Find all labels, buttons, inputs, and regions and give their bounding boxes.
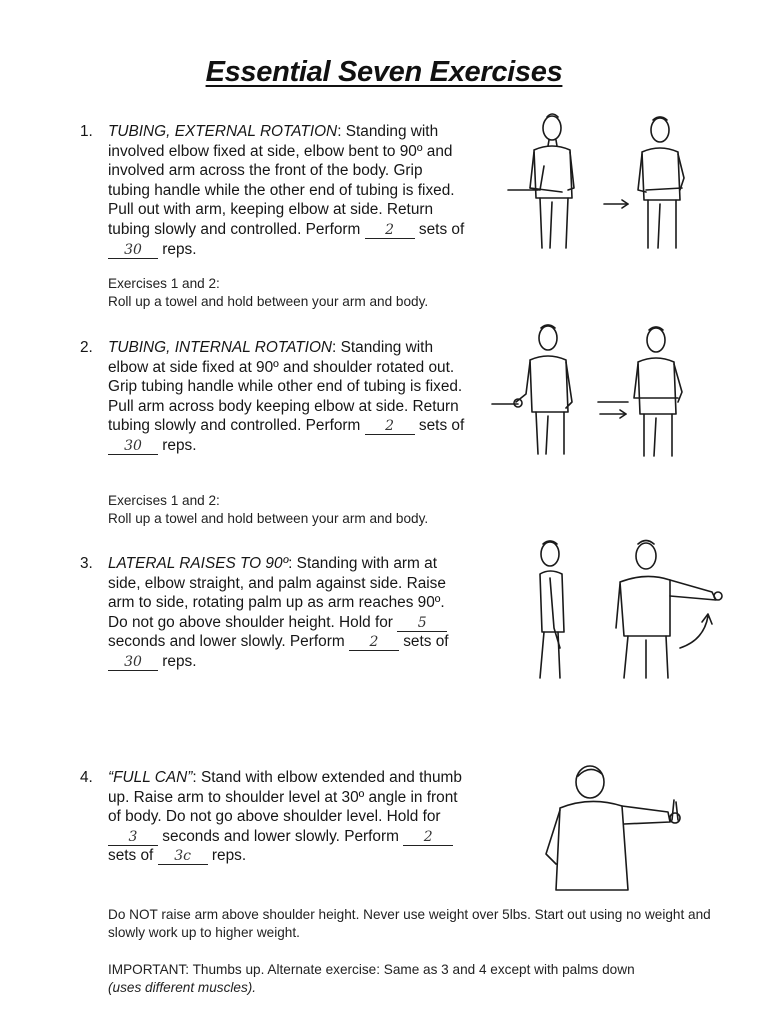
exercise-1 bbox=[80, 122, 465, 259]
exercise-description: “FULL CAN”: Stand with elbow extended and thumb up. Raise arm to shoulder level at 30º angle in front of body. Do not go above shoulder level. Hold for 3 seconds and lower slowly. Perform 2 sets of 3c reps. bbox=[108, 769, 462, 865]
sets-blank: 2 bbox=[365, 223, 415, 239]
exercise-name: “FULL CAN” bbox=[108, 769, 193, 786]
hold-blank: 5 bbox=[397, 616, 447, 632]
exercise-number: 3. bbox=[80, 555, 93, 572]
hold-blank: 3 bbox=[108, 830, 158, 846]
exercise-3 bbox=[80, 554, 465, 672]
important-note: IMPORTANT: Thumbs up. Alternate exercise: Same as 3 and 4 except with palms down (uses different muscles). bbox=[108, 962, 635, 995]
reps-blank: 30 bbox=[108, 439, 158, 455]
sets-blank: 2 bbox=[365, 419, 415, 435]
exercise-2 bbox=[80, 338, 465, 456]
exercise-description: TUBING, EXTERNAL ROTATION: Standing with involved elbow fixed at side, elbow bent to 90º and involved arm across the front of the body. Grip tubing handle while the other end of tubing is fixed. Pull out with arm, keeping elbow at side. Return tubing slowly and controlled. Perform 2 sets of 30 reps. bbox=[108, 123, 465, 258]
person-lateral-raise-illustration bbox=[520, 536, 740, 686]
person-internal-rotation-illustration bbox=[488, 322, 698, 462]
reps-blank: 30 bbox=[108, 243, 158, 259]
sets-blank: 2 bbox=[349, 635, 399, 651]
exercise-name: TUBING, EXTERNAL ROTATION bbox=[108, 123, 338, 140]
exercise-description: TUBING, INTERNAL ROTATION: Standing with elbow at side fixed at 90º and shoulder rotated out. Grip tubing handle while other end of tubing is fixed. Pull arm across body keeping elbow at side. Return tubing slowly and controlled. Perform 2 sets of 30 reps. bbox=[108, 339, 465, 454]
exercise-number: 1. bbox=[80, 123, 93, 140]
towel-note-1: Exercises 1 and 2: Roll up a towel and hold between your arm and body. bbox=[108, 276, 429, 309]
exercise-number: 2. bbox=[80, 339, 93, 356]
exercise-4 bbox=[80, 768, 465, 866]
towel-note-2: Exercises 1 and 2: Roll up a towel and hold between your arm and body. bbox=[108, 493, 429, 526]
caution-note: Do NOT raise arm above shoulder height. Never use weight over 5lbs. Start out using no weight and slowly work up to higher weight. bbox=[108, 907, 711, 940]
exercise-description: LATERAL RAISES TO 90º: Standing with arm at side, elbow straight, and palm against side. Raise arm to side, rotating palm up as arm reaches 90º. Do not go above shoulder height. Hold for 5 seconds and lower slowly. Perform 2 sets of 30 reps. bbox=[108, 555, 449, 670]
person-external-rotation-illustration bbox=[500, 108, 700, 258]
exercise-name: LATERAL RAISES TO 90º bbox=[108, 555, 289, 572]
sets-blank: 2 bbox=[403, 830, 453, 846]
exercise-number: 4. bbox=[80, 769, 93, 786]
exercise-name: TUBING, INTERNAL ROTATION bbox=[108, 339, 333, 356]
page-title: Essential Seven Exercises bbox=[205, 56, 563, 88]
person-full-can-illustration bbox=[538, 760, 698, 900]
reps-blank: 3c bbox=[158, 849, 208, 865]
reps-blank: 30 bbox=[108, 655, 158, 671]
